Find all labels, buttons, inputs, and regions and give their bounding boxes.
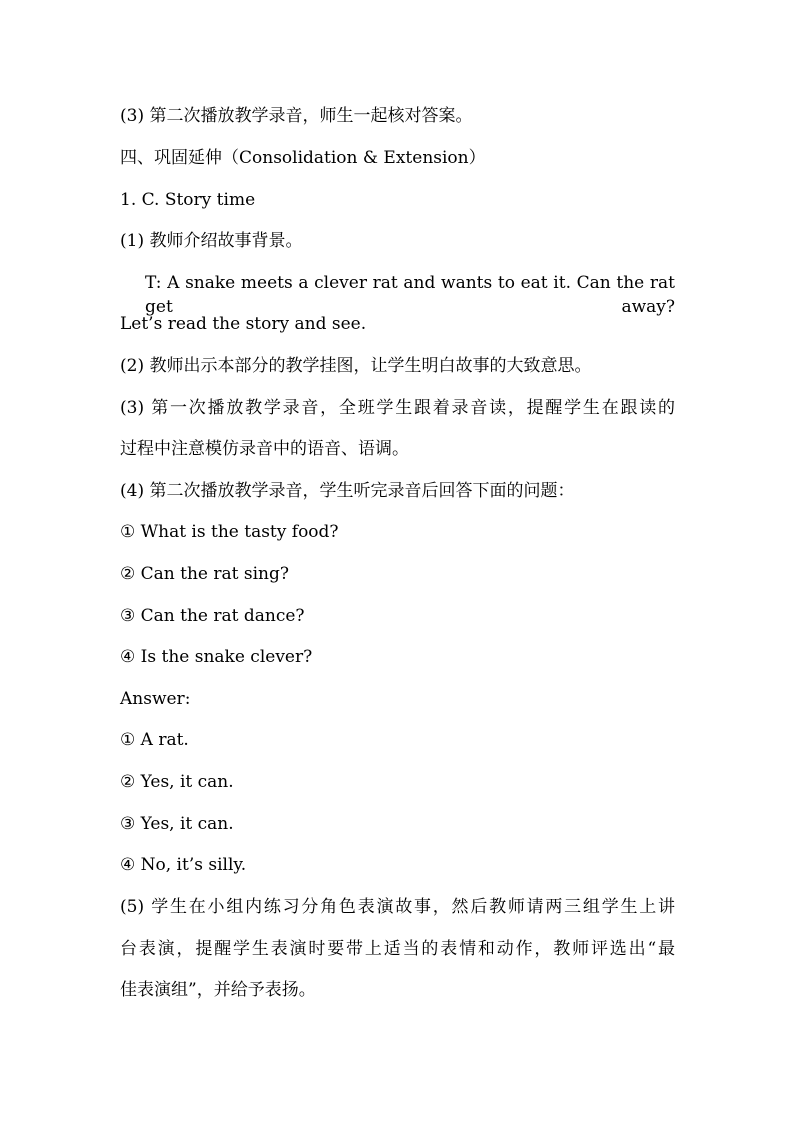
subheading-story-time: 1. C. Story time xyxy=(120,190,256,210)
question-2: ② Can the rat sing? xyxy=(120,564,289,584)
step-3-check-answers: (3) 第二次播放教学录音，师生一起核对答案。 xyxy=(120,106,473,126)
answer-heading: Answer: xyxy=(120,689,191,709)
step-5-role-play-continued: 台表演，提醒学生表演时要带上适当的表情和动作，教师评选出“最 xyxy=(120,939,675,959)
step-1-background: (1) 教师介绍故事背景。 xyxy=(120,231,303,251)
step-3-first-play-continued: 过程中注意模仿录音中的语音、语调。 xyxy=(120,439,409,459)
step-2-wall-chart: (2) 教师出示本部分的教学挂图，让学生明白故事的大致意思。 xyxy=(120,356,592,376)
section-heading-consolidation: 四、巩固延伸（Consolidation & Extension） xyxy=(120,148,486,168)
question-4: ④ Is the snake clever? xyxy=(120,647,313,667)
teacher-line-continued: Let’s read the story and see. xyxy=(120,314,367,334)
answer-4: ④ No, it’s silly. xyxy=(120,855,247,875)
answer-2: ② Yes, it can. xyxy=(120,772,234,792)
answer-1: ① A rat. xyxy=(120,730,189,750)
question-1: ① What is the tasty food? xyxy=(120,522,339,542)
answer-3: ③ Yes, it can. xyxy=(120,814,234,834)
step-3-first-play: (3) 第一次播放教学录音，全班学生跟着录音读，提醒学生在跟读的 xyxy=(120,398,675,418)
step-5-role-play-end: 佳表演组”，并给予表扬。 xyxy=(120,980,316,1000)
teacher-line: T: A snake meets a clever rat and wants to eat it. Can the rat get away? xyxy=(145,273,675,317)
question-3: ③ Can the rat dance? xyxy=(120,606,305,626)
step-5-role-play: (5) 学生在小组内练习分角色表演故事，然后教师请两三组学生上讲 xyxy=(120,897,675,917)
step-4-second-play: (4) 第二次播放教学录音，学生听完录音后回答下面的问题： xyxy=(120,481,575,501)
